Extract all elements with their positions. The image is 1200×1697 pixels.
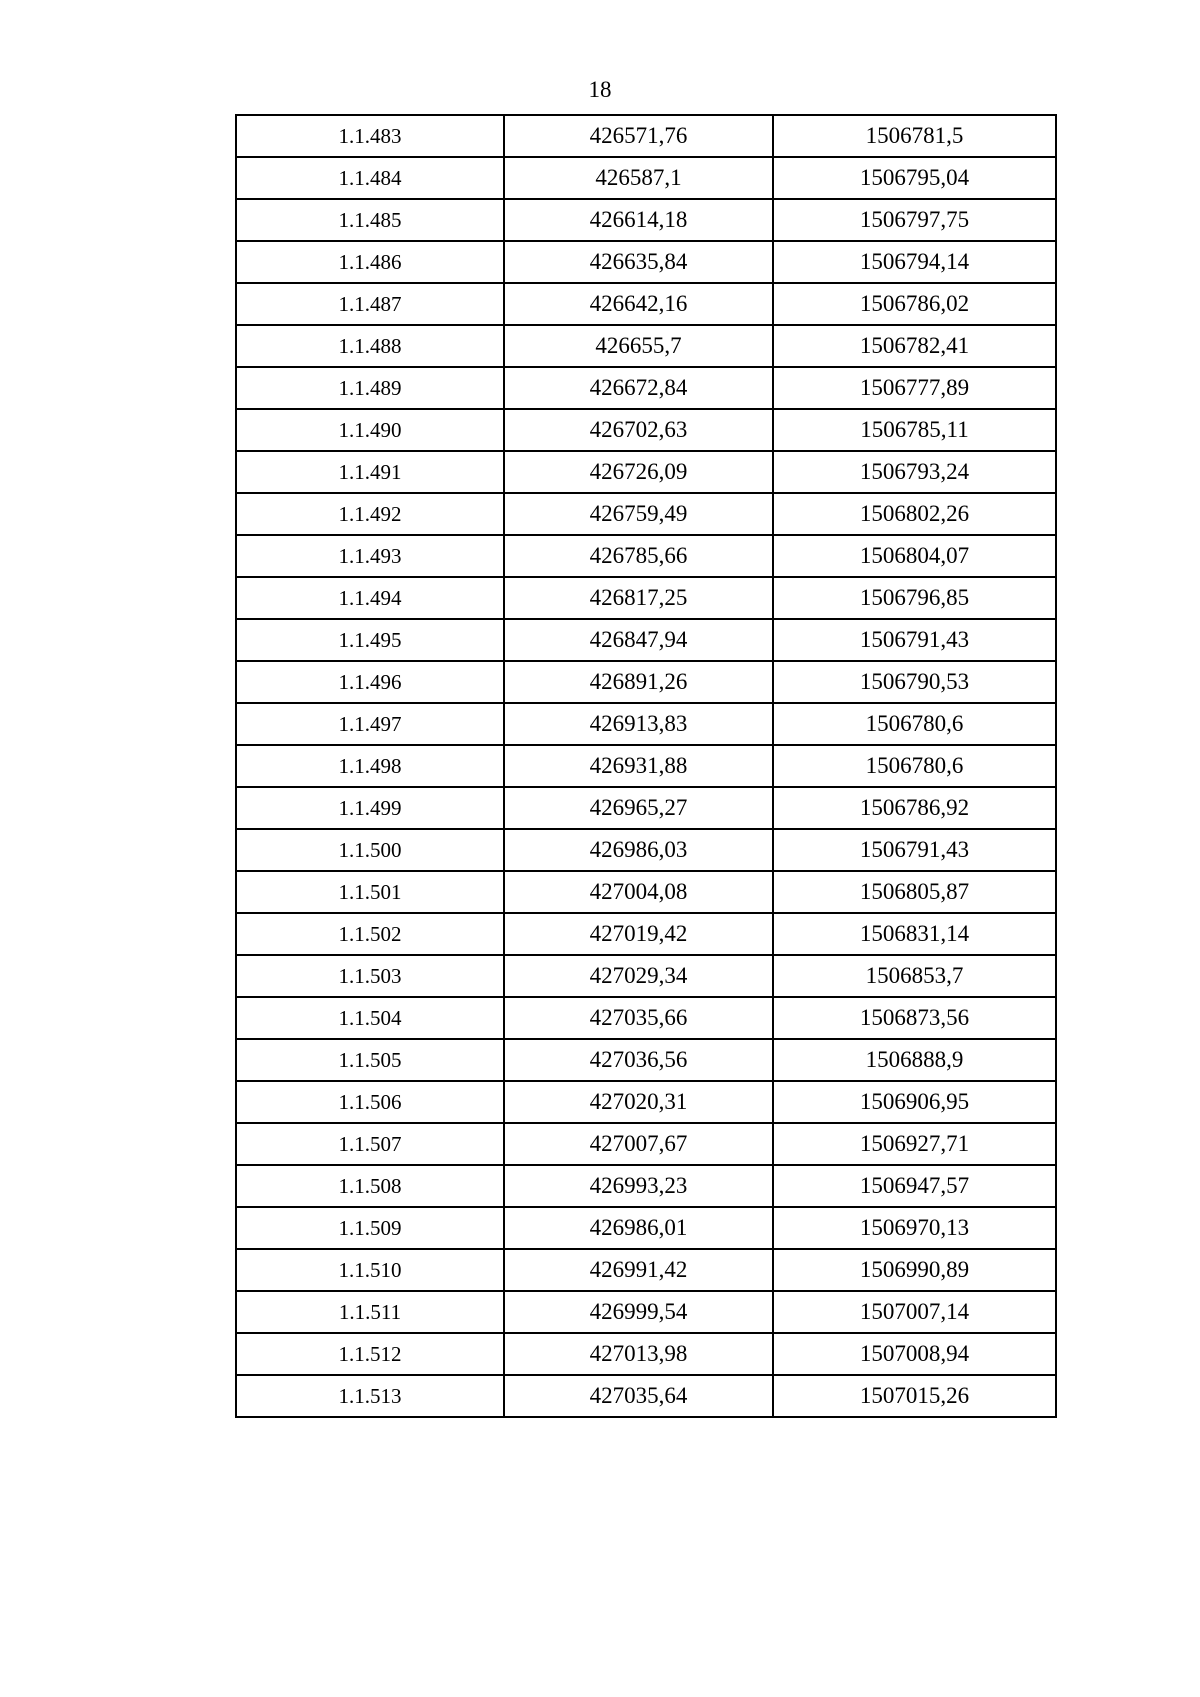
x-coordinate-cell: 426587,1: [504, 157, 773, 199]
point-number-cell: 1.1.512: [236, 1333, 504, 1375]
y-coordinate-cell: 1506970,13: [773, 1207, 1056, 1249]
point-number-cell: 1.1.511: [236, 1291, 504, 1333]
y-coordinate-cell: 1506831,14: [773, 913, 1056, 955]
point-number-cell: 1.1.485: [236, 199, 504, 241]
point-number-cell: 1.1.489: [236, 367, 504, 409]
table-row: [236, 1249, 1056, 1291]
x-coordinate-cell: 427035,64: [504, 1375, 773, 1417]
y-coordinate-cell: 1506793,24: [773, 451, 1056, 493]
point-number-cell: 1.1.483: [236, 115, 504, 157]
y-coordinate-cell: 1506906,95: [773, 1081, 1056, 1123]
x-coordinate-cell: 426965,27: [504, 787, 773, 829]
y-coordinate-cell: 1506805,87: [773, 871, 1056, 913]
x-coordinate-cell: 426785,66: [504, 535, 773, 577]
y-coordinate-cell: 1506990,89: [773, 1249, 1056, 1291]
point-number-cell: 1.1.486: [236, 241, 504, 283]
table-row: [236, 619, 1056, 661]
point-number-cell: 1.1.504: [236, 997, 504, 1039]
table-row: [236, 409, 1056, 451]
point-number-cell: 1.1.490: [236, 409, 504, 451]
x-coordinate-cell: 426571,76: [504, 115, 773, 157]
table-row: [236, 787, 1056, 829]
point-number-cell: 1.1.508: [236, 1165, 504, 1207]
point-number-cell: 1.1.487: [236, 283, 504, 325]
x-coordinate-cell: 426702,63: [504, 409, 773, 451]
point-number-cell: 1.1.498: [236, 745, 504, 787]
x-coordinate-cell: 426986,03: [504, 829, 773, 871]
table-row: [236, 1081, 1056, 1123]
point-number-cell: 1.1.509: [236, 1207, 504, 1249]
point-number-cell: 1.1.501: [236, 871, 504, 913]
table-row: [236, 199, 1056, 241]
point-number-cell: 1.1.499: [236, 787, 504, 829]
y-coordinate-cell: 1506796,85: [773, 577, 1056, 619]
x-coordinate-cell: 426642,16: [504, 283, 773, 325]
table-row: [236, 913, 1056, 955]
y-coordinate-cell: 1506786,92: [773, 787, 1056, 829]
y-coordinate-cell: 1506794,14: [773, 241, 1056, 283]
x-coordinate-cell: 426891,26: [504, 661, 773, 703]
table-row: [236, 745, 1056, 787]
table-row: [236, 325, 1056, 367]
point-number-cell: 1.1.495: [236, 619, 504, 661]
table-row: [236, 997, 1056, 1039]
y-coordinate-cell: 1506802,26: [773, 493, 1056, 535]
y-coordinate-cell: 1506777,89: [773, 367, 1056, 409]
point-number-cell: 1.1.500: [236, 829, 504, 871]
point-number-cell: 1.1.492: [236, 493, 504, 535]
table-row: [236, 1039, 1056, 1081]
point-number-cell: 1.1.502: [236, 913, 504, 955]
y-coordinate-cell: 1506795,04: [773, 157, 1056, 199]
table-row: [236, 451, 1056, 493]
point-number-cell: 1.1.497: [236, 703, 504, 745]
table-row: [236, 115, 1056, 157]
coordinates-table: [235, 114, 1057, 1418]
coordinates-table-body: [236, 115, 1056, 1417]
x-coordinate-cell: 426847,94: [504, 619, 773, 661]
y-coordinate-cell: 1506785,11: [773, 409, 1056, 451]
point-number-cell: 1.1.491: [236, 451, 504, 493]
y-coordinate-cell: 1506791,43: [773, 619, 1056, 661]
y-coordinate-cell: 1506780,6: [773, 745, 1056, 787]
table-row: [236, 1165, 1056, 1207]
table-row: [236, 871, 1056, 913]
y-coordinate-cell: 1506781,5: [773, 115, 1056, 157]
x-coordinate-cell: 427020,31: [504, 1081, 773, 1123]
y-coordinate-cell: 1506791,43: [773, 829, 1056, 871]
table-row: [236, 703, 1056, 745]
y-coordinate-cell: 1506873,56: [773, 997, 1056, 1039]
table-row: [236, 1291, 1056, 1333]
table-row: [236, 661, 1056, 703]
point-number-cell: 1.1.484: [236, 157, 504, 199]
table-row: [236, 1333, 1056, 1375]
table-row: [236, 367, 1056, 409]
x-coordinate-cell: 426993,23: [504, 1165, 773, 1207]
x-coordinate-cell: 427029,34: [504, 955, 773, 997]
x-coordinate-cell: 427036,56: [504, 1039, 773, 1081]
y-coordinate-cell: 1507015,26: [773, 1375, 1056, 1417]
table-row: [236, 577, 1056, 619]
point-number-cell: 1.1.507: [236, 1123, 504, 1165]
x-coordinate-cell: 426991,42: [504, 1249, 773, 1291]
x-coordinate-cell: 426986,01: [504, 1207, 773, 1249]
x-coordinate-cell: 426655,7: [504, 325, 773, 367]
point-number-cell: 1.1.505: [236, 1039, 504, 1081]
x-coordinate-cell: 427007,67: [504, 1123, 773, 1165]
x-coordinate-cell: 427019,42: [504, 913, 773, 955]
table-row: [236, 493, 1056, 535]
x-coordinate-cell: 426672,84: [504, 367, 773, 409]
y-coordinate-cell: 1507008,94: [773, 1333, 1056, 1375]
y-coordinate-cell: 1507007,14: [773, 1291, 1056, 1333]
point-number-cell: 1.1.494: [236, 577, 504, 619]
point-number-cell: 1.1.506: [236, 1081, 504, 1123]
y-coordinate-cell: 1506853,7: [773, 955, 1056, 997]
y-coordinate-cell: 1506947,57: [773, 1165, 1056, 1207]
point-number-cell: 1.1.510: [236, 1249, 504, 1291]
x-coordinate-cell: 426913,83: [504, 703, 773, 745]
y-coordinate-cell: 1506888,9: [773, 1039, 1056, 1081]
y-coordinate-cell: 1506797,75: [773, 199, 1056, 241]
page-number: 18: [588, 77, 612, 102]
point-number-cell: 1.1.503: [236, 955, 504, 997]
x-coordinate-cell: 426759,49: [504, 493, 773, 535]
table-row: [236, 157, 1056, 199]
point-number-cell: 1.1.496: [236, 661, 504, 703]
y-coordinate-cell: 1506790,53: [773, 661, 1056, 703]
y-coordinate-cell: 1506786,02: [773, 283, 1056, 325]
x-coordinate-cell: 426817,25: [504, 577, 773, 619]
table-row: [236, 1375, 1056, 1417]
table-row: [236, 829, 1056, 871]
x-coordinate-cell: 426614,18: [504, 199, 773, 241]
y-coordinate-cell: 1506780,6: [773, 703, 1056, 745]
table-row: [236, 283, 1056, 325]
point-number-cell: 1.1.493: [236, 535, 504, 577]
table-row: [236, 1207, 1056, 1249]
x-coordinate-cell: 427004,08: [504, 871, 773, 913]
x-coordinate-cell: 426999,54: [504, 1291, 773, 1333]
x-coordinate-cell: 426635,84: [504, 241, 773, 283]
x-coordinate-cell: 427035,66: [504, 997, 773, 1039]
x-coordinate-cell: 426931,88: [504, 745, 773, 787]
x-coordinate-cell: 427013,98: [504, 1333, 773, 1375]
table-row: [236, 1123, 1056, 1165]
point-number-cell: 1.1.488: [236, 325, 504, 367]
table-row: [236, 535, 1056, 577]
x-coordinate-cell: 426726,09: [504, 451, 773, 493]
point-number-cell: 1.1.513: [236, 1375, 504, 1417]
y-coordinate-cell: 1506927,71: [773, 1123, 1056, 1165]
table-row: [236, 955, 1056, 997]
y-coordinate-cell: 1506804,07: [773, 535, 1056, 577]
table-row: [236, 241, 1056, 283]
y-coordinate-cell: 1506782,41: [773, 325, 1056, 367]
